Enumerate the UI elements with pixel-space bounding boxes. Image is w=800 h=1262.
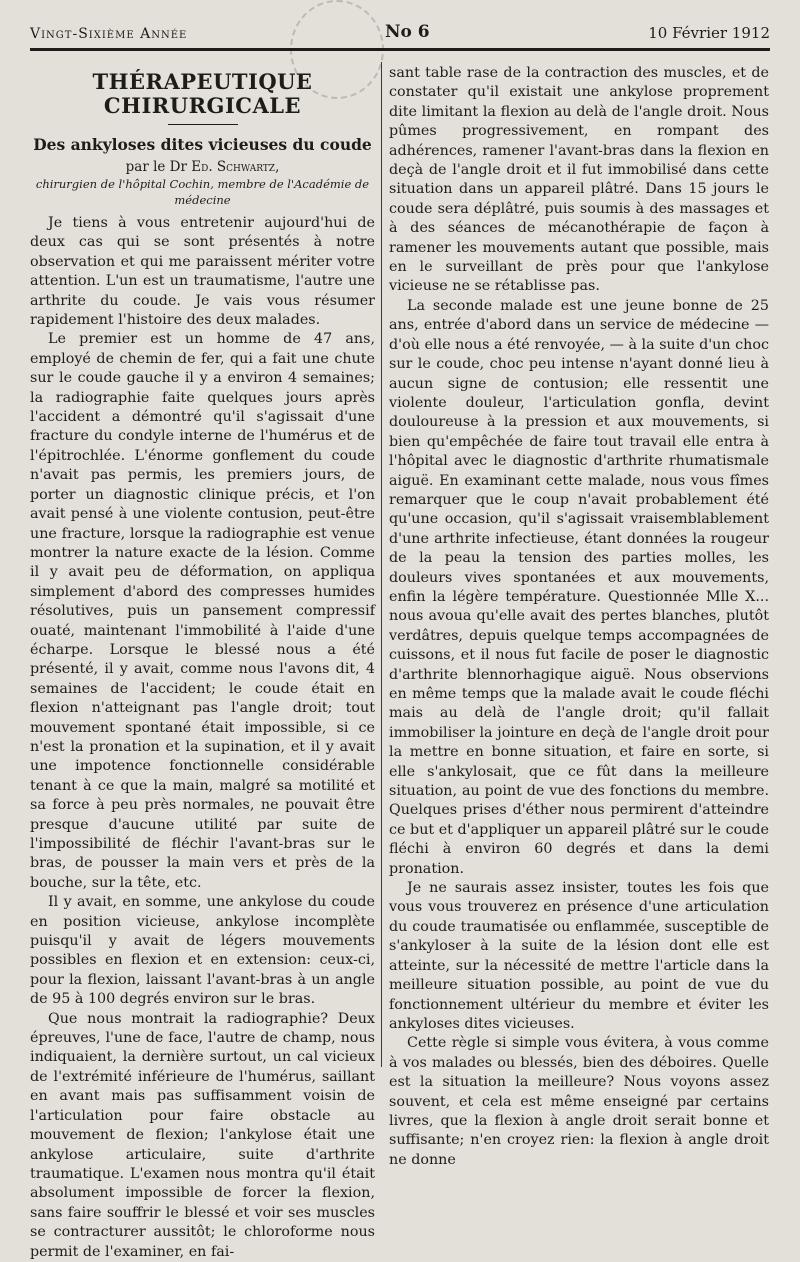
- paragraph: Que nous montrait la radiographie? Deux épreuves, l'une de face, l'autre de champ, nous indiquaient, la dernière surtout, un cal vicieux de l'extrémité inférieure de l'humérus, saillant en avant mais pas suffisamment voisin de l'articulation pour faire obstacle au mouvement de flexion; l'ankylose était une ankylose articulaire, suite d'arthrite traumatique. L'examen nous montra qu'il était absolument impossible de forcer la flexion, sans faire souffrir le blessé et voir ses muscles se contracturer aussitôt; le chloroforme nous permit de l'examiner, en fai-: [30, 1010, 375, 1260]
- paragraph: Cette règle si simple vous évitera, à vous comme à vos malades ou blessés, bien des déboires. Quelle est la situation la meilleure? Nous voyons assez souvent, et cela est même enseigné par certains livres, que la flexion à angle droit serait bonne et suffisante; n'en croyez rien: la flexion à angle droit ne donne: [389, 1035, 769, 1168]
- title-rule: [168, 124, 238, 125]
- byline-prefix: par le Dr: [125, 159, 187, 175]
- paragraph: sant table rase de la contraction des muscles, et de constater qu'il existait une ankylose proprement dite limitant la flexion au delà de l'angle droit. Nous pûmes progressivement, en rompant des adhérences, ramener l'avant-bras dans la flexion en deçà de l'angle droit et il fut immobilisé dans cette situation dans un appareil plâtré. Dans 15 jours le coude sera déplâtré, puis soumis à des massages et à des séances de mécanothérapie de façon à ramener les mouvements autant que possible, mais en le surveillant de près pour que l'ankylose vicieuse ne se rétablisse pas.: [389, 65, 769, 295]
- author-name: Ed. Schwartz,: [191, 159, 280, 175]
- paragraph: Le premier est un homme de 47 ans, employé de chemin de fer, qui a fait une chute sur le coude gauche il y a environ 4 semaines; la radiographie faite quelques jours après l'accident a démontré qu'il s'agissait d'une fracture du condyle interne de l'humérus et de l'épitrochlée. L'énorme gonflement du coude n'avait pas permis, les premiers jours, de porter un diagnostic clinique précis, et l'on avait pensé à une violente contusion, peut-être une fracture, lorsque la radiographie est venue montrer la nature exacte de la lésion. Comme il y avait peu de déformation, on appliqua simplement d'abord des compresses humides résolutives, puis un pansement compressif ouaté, maintenant l'immobilité à l'aide d'une écharpe. Lorsque le blessé nous a été présenté, il y avait, comme nous l'avons dit, 4 semaines de l'accident; le coude était en flexion n'atteignant pas l'angle droit; tout mouvement spontané était impossible, si ce n'est la pronation et la supination, et il y avait une impotence fonctionnelle considérable tenant à ce que la main, malgré sa motilité et sa force à peu près normales, ne pouvait être presque d'aucune utilité par suite de l'impossibilité de fléchir l'avant-bras sur le bras, de pousser la main vers et près de la bouche, sur la tête, etc.: [30, 331, 375, 891]
- author-affiliation: chirurgien de l'hôpital Cochin, membre de l'Académie de médecine: [35, 177, 370, 207]
- volume-year: Vingt-Sixième Année: [30, 26, 188, 42]
- issue-date: 10 Février 1912: [648, 24, 770, 42]
- paragraph: Je ne saurais assez insister, toutes les fois que vous vous trouverez en présence d'une articulation du coude traumatisée ou enflammée, susceptible de s'ankyloser à la suite de la lésion dont elle est atteinte, sur la nécessité de mettre l'article dans la meilleure situation possible, au point de vue du fonctionnement ultérieur du membre et éviter les ankyloses dites vicieuses.: [389, 880, 769, 1032]
- right-column: [389, 64, 769, 1170]
- section-title: THÉRAPEUTIQUE CHIRURGICALE: [92, 69, 313, 118]
- column-divider: [381, 62, 382, 1067]
- article-title: Des ankyloses dites vicieuses du coude: [33, 135, 372, 154]
- left-column: [30, 64, 375, 1262]
- running-header: [30, 22, 770, 48]
- paragraph: Je tiens à vous entretenir aujourd'hui de deux cas qui se sont présentés à notre observation et qui me paraissent mériter votre attention. L'un est un traumatisme, l'autre une arthrite du coude. Je vais vous résumer rapidement l'histoire des deux malades.: [30, 215, 375, 329]
- header-rule: [30, 48, 770, 51]
- byline: [30, 158, 375, 176]
- paragraph: La seconde malade est une jeune bonne de 25 ans, entrée d'abord dans un service de médecine — d'où elle nous a été renvoyée, — à la suite d'un choc sur le coude, choc peu intense n'ayant donné lieu à aucun signe de contusion; elle ressentit une violente douleur, l'articulation gonfla, devint douloureuse à la pression et aux mouvements, si bien qu'empêchée de faire tout travail elle entra à l'hôpital avec le diagnostic d'arthrite rhumatismale aiguë. En examinant cette malade, nous vous fîmes remarquer que le coup n'avait probablement été qu'une occasion, qu'il s'agissait vraisemblablement d'une arthrite infectieuse, étant données la rougeur de la peau la tension des parties molles, les douleurs vives spontanées et aux mouvements, enfin la légère température. Questionnée Mlle X... nous avoua qu'elle avait des pertes blanches, plutôt verdâtres, depuis quelque temps accompagnées de cuissons, et il nous fut facile de poser le diagnostic d'arthrite blennorhagique aiguë. Nous observions en même temps que la malade avait le coude fléchi mais au delà de l'angle droit; qu'il fallait immobiliser la jointure en deçà de l'angle droit pour la mettre en bonne situation, et faire en sorte, si elle s'ankylosait, que ce fût dans la meilleure situation, au point de vue des fonctions du membre. Quelques prises d'éther nous permirent d'atteindre ce but et d'appliquer un appareil plâtré sur le coude fléchi à environ 60 degrés et dans la demi pronation.: [389, 297, 769, 877]
- issue-number: No 6: [385, 22, 430, 42]
- paragraph: Il y avait, en somme, une ankylose du coude en position vicieuse, ankylose incomplète puisqu'il y avait de légers mouvements possibles en flexion et en extension: ceux-ci, pour la flexion, laissant l'avant-bras à un angle de 95 à 100 degrés environ sur le bras.: [30, 894, 375, 1008]
